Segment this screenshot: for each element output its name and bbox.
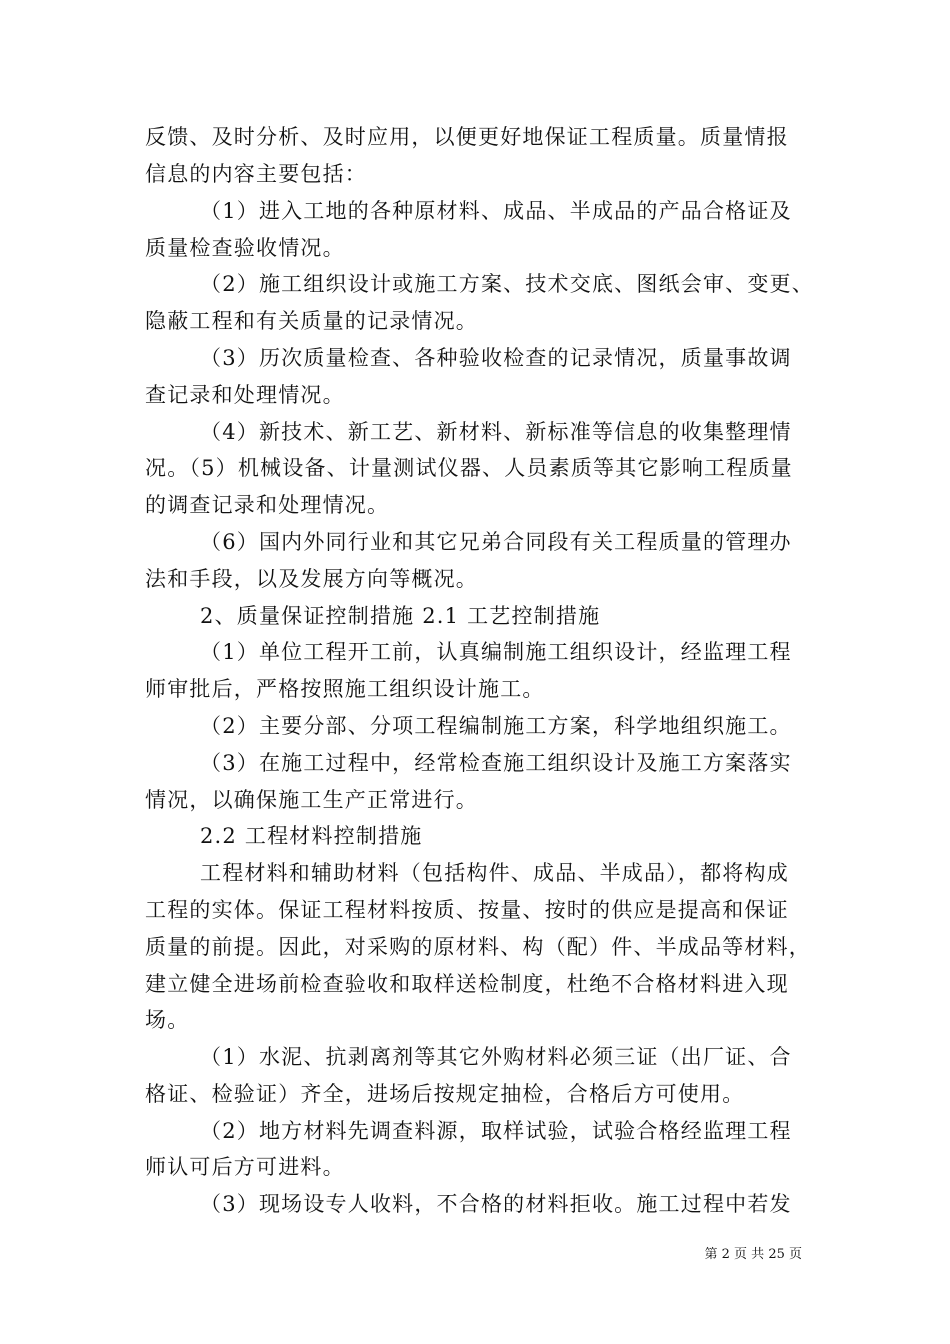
section-heading: 2、质量保证控制措施 2.1 工艺控制措施 [200,604,601,628]
text-line: 法和手段，以及发展方向等概况。 [145,567,478,591]
text-line: （2）主要分部、分项工程编制施工方案，科学地组织施工。 [200,714,792,738]
text-line: 信息的内容主要包括： [145,162,367,186]
text-line: （6）国内外同行业和其它兄弟合同段有关工程质量的管理办 [200,530,792,554]
text-line: （3）历次质量检查、各种验收检查的记录情况，质量事故调 [200,346,792,370]
text-line: 质量的前提。因此，对采购的原材料、构（配）件、半成品等材料， [145,935,811,959]
text-line: 隐蔽工程和有关质量的记录情况。 [145,309,478,333]
text-line: 工程的实体。保证工程材料按质、按量、按时的供应是提高和保证 [145,898,789,922]
text-line: （2）施工组织设计或施工方案、技术交底、图纸会审、变更、 [200,272,814,296]
text-line: 反馈、及时分析、及时应用，以便更好地保证工程质量。质量情报 [145,125,789,149]
text-line: （3）现场设专人收料，不合格的材料拒收。施工过程中若发 [200,1192,792,1216]
text-line: 质量检查验收情况。 [145,236,345,260]
text-line: 工程材料和辅助材料（包括构件、成品、半成品），都将构成 [200,861,789,885]
text-line: 况。（5）机械设备、计量测试仪器、人员素质等其它影响工程质量 [145,456,793,480]
text-line: 师审批后，严格按照施工组织设计施工。 [145,677,545,701]
text-line: 师认可后方可进料。 [145,1155,345,1179]
text-line: （2）地方材料先调查料源，取样试验，试验合格经监理工程 [200,1119,792,1143]
text-line: 情况，以确保施工生产正常进行。 [145,788,478,812]
text-line: 建立健全进场前检查验收和取样送检制度，杜绝不合格材料进入现 [145,972,789,996]
text-line: （1）进入工地的各种原材料、成品、半成品的产品合格证及 [200,199,792,223]
text-line: （1）单位工程开工前，认真编制施工组织设计，经监理工程 [200,640,792,664]
text-line: 查记录和处理情况。 [145,383,345,407]
text-line: （4）新技术、新工艺、新材料、新标准等信息的收集整理情 [200,420,792,444]
text-line: 的调查记录和处理情况。 [145,493,390,517]
section-heading: 2.2 工程材料控制措施 [200,824,423,848]
text-line: 场。 [145,1008,190,1032]
page-number: 第 2 页 共 25 页 [704,1247,802,1262]
text-line: （1）水泥、抗剥离剂等其它外购材料必须三证（出厂证、合 [200,1045,792,1069]
text-line: 格证、检验证）齐全，进场后按规定抽检，合格后方可使用。 [145,1082,745,1106]
text-line: （3）在施工过程中，经常检查施工组织设计及施工方案落实 [200,751,792,775]
